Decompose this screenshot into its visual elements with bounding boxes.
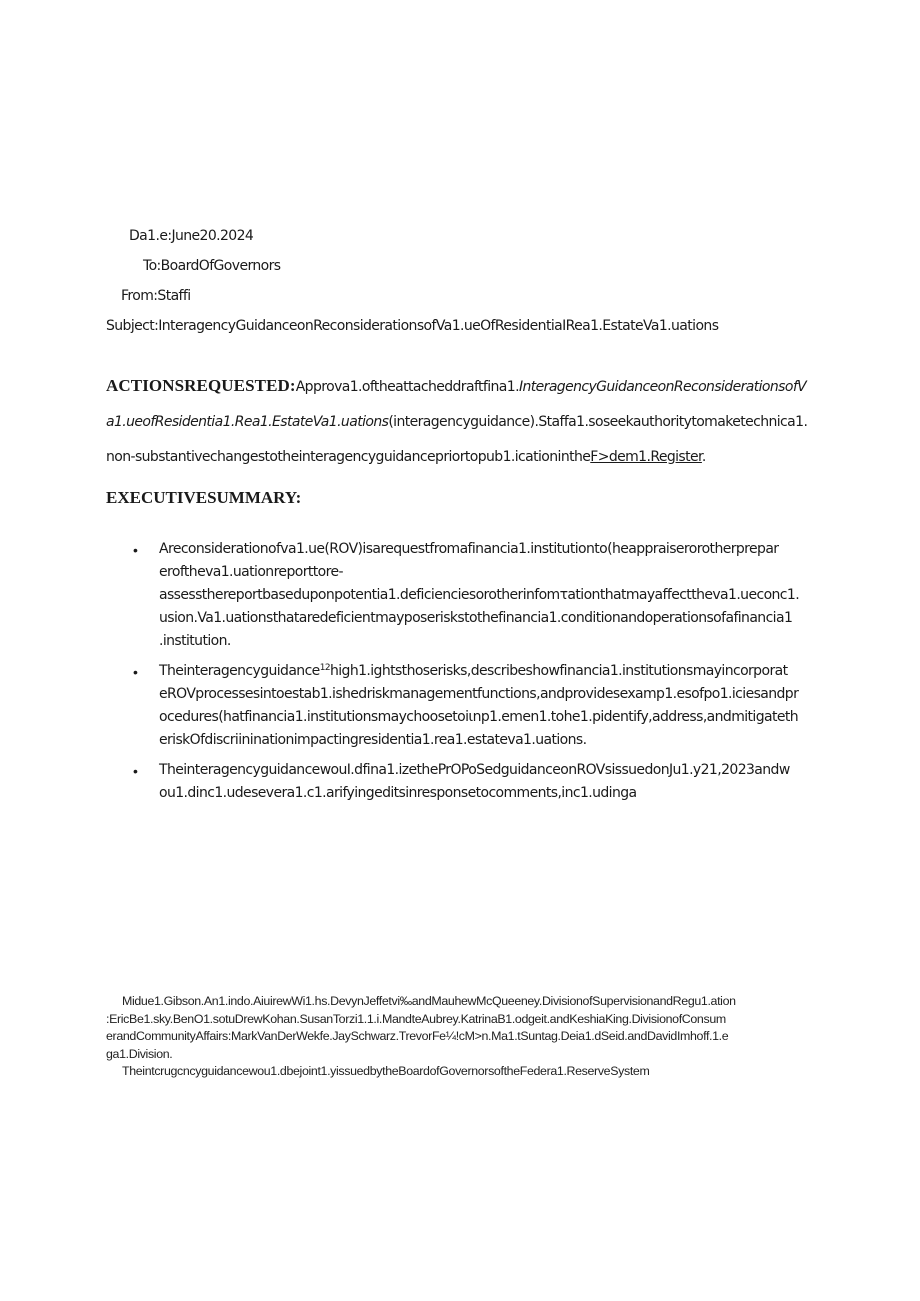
guidance-title-part-2: a1.ueofResidentia1.Rea1.EstateVa1.uations xyxy=(106,414,389,430)
bullet-icon: • xyxy=(133,542,138,558)
bullet-2-line-4: eriskOfdiscriininationimpactingresidentia1.rea1.estateva1.uations. xyxy=(159,732,587,748)
memo-date: Da1.e:June20.2024 xyxy=(129,228,254,244)
bullet-2-line-1-end: high1.ightsthoserisks,describeshowfinancia1.institutionsmayincorporat xyxy=(329,663,788,679)
bullet-3-line-1: TheinteragencyguidancewouI.dfina1.izethePrOPoSedguidanceonROVsissuedonJu1.y21,2023andw xyxy=(159,762,790,778)
actions-approval-text: Approva1.oftheattacheddraftfina1. xyxy=(295,379,519,395)
bullet-1-line-5: .institution. xyxy=(159,633,231,649)
actions-line-3 xyxy=(106,440,826,475)
bullet-2-line-3: ocedures(hatfinancia1.institutionsmaychoosetoiιnp1.emen1.tohe1.pidentify,address,andmitigateth xyxy=(159,709,799,725)
summary-bullet-2 xyxy=(106,660,826,752)
footnote-1-line-1: Midue1.Gibson.An1.indo.AiuirewWi1.hs.DevynJeffetvi‰andMauhewMcQueeney.DivisionofSupervisionandRegu1.ation xyxy=(122,994,736,1008)
memo-to: To:BoardOfGovernors xyxy=(143,258,281,274)
actions-changes-text: non-substantivechangestotheinteragencyguidancepriortopub1.icationinthe xyxy=(106,449,591,465)
bullet-icon: • xyxy=(133,664,138,680)
actions-line-1 xyxy=(106,368,826,405)
bullet-1-line-3: assessthereportbaseduponpotentia1.deficienciesorotherinfomτationthatmayaffecttheva1.ueconc1. xyxy=(159,587,800,603)
bullet-1-line-1: Areconsiderationofva1.ue(ROV)isarequestfromafinancia1.institutionto(heappraiserorotherprepar xyxy=(159,541,779,557)
footnotes xyxy=(106,993,826,1081)
footnote-2: Theintcrugcncyguidancewou1.dbejoint1.yissuedbytheBoardofGovernorsoftheFedera1.ReserveSystem xyxy=(122,1064,650,1078)
executive-summary-list xyxy=(106,538,826,812)
summary-bullet-1 xyxy=(106,538,826,653)
memo-from: From:Staffi xyxy=(121,288,191,304)
actions-heading: ACTIONSREQUESTED: xyxy=(106,376,296,395)
bullet-1-line-4: usion.Va1.uationsthataredeficientmayposeriskstothefinancia1.conditionandoperationsofafinancia1 xyxy=(159,610,793,626)
federal-register-link[interactable]: F>dem1.Register xyxy=(590,449,702,465)
bullet-1-line-2: eroftheva1.uationreporttore- xyxy=(159,564,343,580)
summary-bullet-3 xyxy=(106,759,826,805)
bullet-icon: • xyxy=(133,763,138,779)
actions-requested-section xyxy=(106,368,826,475)
guidance-title-part-1: InteragencyGuidanceonReconsiderationsofV xyxy=(518,379,807,395)
memo-subject: Subject:InteragencyGuidanceonReconsiderationsofVa1.ueOfResidentiaIRea1.EstateVa1.uations xyxy=(106,318,719,334)
actions-period: . xyxy=(701,449,706,465)
executive-summary-heading: EXECUTIVESUMMARY: xyxy=(106,488,302,507)
footnote-1-line-4: ga1.Division. xyxy=(106,1046,173,1061)
footnote-reference: 12 xyxy=(319,663,330,673)
bullet-2-line-1-start: Theinteragencyguidance xyxy=(159,663,320,679)
footnote-1-line-3: erandCommunityAffairs:MarkVanDerWekfe.JaySchwarz.TrevorFe¼!cM>n.Ma1.tSuntag.Deia1.dSeid.andDavidImhoff.1.e xyxy=(106,1029,729,1043)
bullet-2-line-1 xyxy=(159,660,826,683)
bullet-3-line-2: ou1.dinc1.udesevera1.c1.arifyingeditsinresponsetocomments,inc1.udinga xyxy=(159,785,637,801)
actions-authority-text: (interagencyguidance).Staffa1.soseekauthoritytomaketechnica1. xyxy=(388,414,808,430)
actions-line-2 xyxy=(106,405,826,440)
bullet-2-line-2: eROVprocessesintoestab1.ishedriskmanagementfunctions,andprovidesexamp1.esofpo1.iciesandpr xyxy=(159,686,799,702)
footnote-1-line-2: :EricBe1.sky.BenO1.sotuDrewKohan.SusanTorzi1.1.i.MandteAubrey.KatrinaB1.odgeit.andKeshiaKing.DivisionofConsum xyxy=(106,1011,726,1026)
